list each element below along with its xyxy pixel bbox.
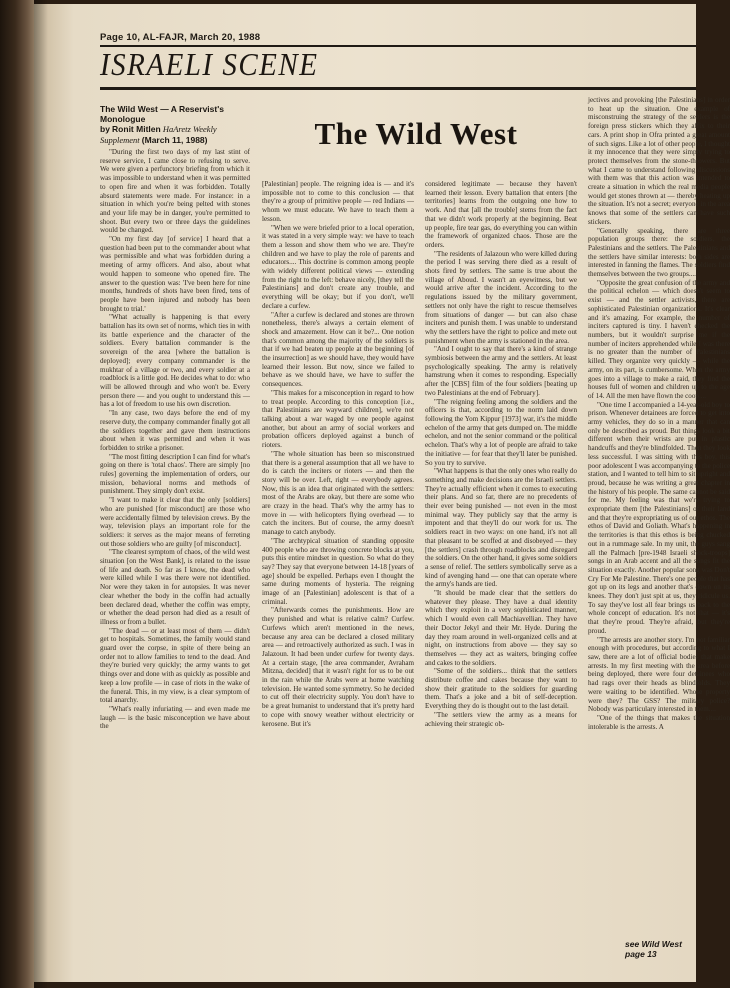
paragraph: "One of the things that makes the situation intolerable is the arrests. A xyxy=(588,713,730,731)
paragraph: "The arrests are another story. I'm not familiar enough with procedures, but according to what I saw, there are a lot of official bodies that make arrests. In my first meeting with the area before being deployed, there were four detainees who had rags over their heads as blindfolds. They were waiting to be identified. Whose property were they? The GSS? The military police? Nobody was particulary interested in them.... xyxy=(588,635,730,714)
column-2 xyxy=(262,180,414,938)
paragraph: "The most fitting description I can find for what's going on there is 'total chaos'. There are simply [no rules] governing the implementation of orders, our mission, behavioral norms and methods of punishment. They simply don't exist. xyxy=(100,452,250,496)
paragraph: jectives and provoking [the Palestinians] in order to heat up the situation. One example of misconstruing the strategy of the settlers is the foreign press stickers which they affix to their cars. A print shop in Ofra printed a great amount of such signs. Like a lot of other people, I thought it my innocence that they were simply trying to protect themselves from the stone-throwers. But what I came to understand following discussions with them was that this action was intended to create a situation in which the real media people would get stones thrown at — thereby heating up the situation. It's not a secret; everyone in the area knows that some of the settlers can have such stickers. xyxy=(588,96,730,226)
top-rule xyxy=(100,45,696,47)
source-date: (March 11, 1988) xyxy=(141,134,208,145)
spine-shadow xyxy=(34,0,48,988)
column-1 xyxy=(100,148,250,938)
paragraph: "Generally speaking, there are three population groups there: the soldiers, the Palestinians and the settlers. The Palestinians and the settlers have similar interests: both sides are interested in fanning the flames. The soldiers find themselves between the two groups.... xyxy=(588,226,730,279)
paragraph: "What actually is happening is that every battalion has its own set of norms, which ties in with its battle experience and the character of the soldiers. Every battalion commander is the sovereign of the area [where the battalion is deployed]; every company commander is the mukhtar of a village or two, and every soldier at a roadblock is a little god. He decides what to do: who will be allowed through and who won't be. Every person there — and you ought to understand this — has a lot of freedom to use his own discretion. xyxy=(100,313,250,409)
paragraph: "I want to make it clear that the only [soldiers] who are punished [for misconduct] are those who were accidentally filmed by television crews. By the way, television plays an important role for the soldiers: it serves as the major means of ferreting out those soldiers who are guilty [of misconduct]. xyxy=(100,496,250,548)
kicker xyxy=(100,104,250,145)
paragraph: "What happens is that the only ones who really do something and make decisions are the Israeli settlers. They're actually efficient when it comes to executing their plans. And so far, there are no precedents of their ever being punished — not even in the most minimal way. They publicly say that the army is impotent and that they'll do our work for us. The soldiers react in two ways: on one hand, it's not all that pleasant to be scoffed at and disobeyed — they [the settlers] crash through roadblocks and disregard the soldiers. On the other hand, it gives some soldiers a sense of relief. The settlers symbolically serve as a kind of avenging hand — one that can operate where the army's hands are tied. xyxy=(425,467,577,589)
paragraph: "The reigning feeling among the soldiers and the officers is that, according to the norm laid down following the Yom Kippur [1973] war, it's the middle echelon of the army that gets dumped on. The middle echelon, and not the senior command or the political echelon. That's why a lot of people are afraid to take the initiative — for fear that they'll later be punished. So you try to survive. xyxy=(425,397,577,467)
column-4 xyxy=(588,96,730,921)
book-binding xyxy=(0,0,34,988)
paragraph: "And I ought to say that there's a kind of strange symbiosis between the army and the settlers. At least psychologically speaking. The army is relatively hamstrung when it comes to responding. Especially after the [CBS] film of the four soldiers [beating up two Palestinians at the end of February]. xyxy=(425,345,577,397)
kicker-title: The Wild West — A Reservist's Monologue xyxy=(100,104,224,125)
paragraph: "The residents of Jalazoun who were killed during the period I was serving there died as a result of shots fired by settlers. The same is true about the village of Aboud. I wasn't an eyewitness, but we would arrive after the incident. According to the regulations issued by the military government, settlers not only have the right to rescue themselves from situations of danger — but can also chase inciters and punish them. I was unable to understand why the settlers have the right to police and mete out punishment when the army is stationed in the area. xyxy=(425,249,577,345)
section-rule xyxy=(100,87,696,90)
continuation-jump: see Wild West page 13 xyxy=(625,939,682,959)
paragraph: considered legitimate — because they haven't learned their lesson. Every battalion that enters [the territories] learns from the outgoing one how to work. And that [all the trouble] stems from the fact that we didn't work properly at the beginning. Beat up people, fire tear gas, do everything you can within the framework of organized chaos. Those are the orders. xyxy=(425,180,577,249)
paragraph: "The clearest symptom of chaos, of the wild west situation [on the West Bank], is related to the issue of life and death. So far as I know, the dead who were killed while I was there were not identified. Nor were they taken in for autopsies. It was never clear whether the body in the coffin had actually been declared dead, whether the coffin was empty, or whether the dead person had died as a result of illness or from a bullet. xyxy=(100,548,250,626)
paragraph: "In any case, two days before the end of my reserve duty, the company commander finally got all the soldiers together and gave them instructions about when it was permitted and when it was forbidden to strike a prisoner. xyxy=(100,409,250,452)
paragraph: "This makes for a misconception in regard to how to treat people. According to this conception [i.e., that Palestinians are wayward children], we're not talking about a war waged by one people against another, but about an army of social workers and probation officers deployed against a bunch of rioters. xyxy=(262,388,414,450)
source-publication: HaAretz Weekly Supplement xyxy=(100,124,217,145)
paragraph: "When we were briefed prior to a local operation, it was stated in a very simple way: we have to teach them a lesson and show them who we are. They're children and we have to play the role of parents and educators.... This doctrine is common among people with widely different political views — extending from the right to the left: behave nicely, [they tell the Palestinians] and don't create any trouble, and everything will be okay; but if you don't, we'll declare a curfew. xyxy=(262,223,414,310)
paragraph: "Some of the soldiers... think that the settlers distribute coffee and cakes because they want to show their gratitude to the soldiers for guarding them. That's a joke and a bit of self-deception. Everything they do is thought out to the last detail. xyxy=(425,667,577,711)
paragraph: "On my first day [of service] I heard that a question had been put to the commander about what was permissible and what was forbidden during a meeting of army officers. And also, about what would happen to someone who opened fire. The answer to the question was: 'I've been here for nine months, hundreds of shots have been fired, tens of people have been injured and nobody has been brought to trial.' xyxy=(100,235,250,313)
paragraph: "After a curfew is declared and stones are thrown nonetheless, there's always a certain element of shock and amazement. How can it be?... One notion that's common among the majority of the soldiers is that if we had beaten up people at the beginning [of the insurrection] as we should have, they would have learned their lesson. But now, since we failed to behave as we should have, we have to suffer the consequences. xyxy=(262,310,414,389)
paragraph: "During the first two days of my last stint of reserve service, I came close to refusing to serve. We were given a perfunctory briefing from which it was impossible to understand when it was permitted to open fire and when it was forbidden. Totally absurd statements were made. For instance: in a situation in which you're being pelted with stones and your life may be in danger, you're permitted to shoot. But every two or three days the guidelines would be changed. xyxy=(100,148,250,235)
author-name: Ronit Mitlen xyxy=(112,124,161,135)
paragraph: "Opposite the great confusion of the army and the political echelon — which doesn't seem to exist — and the settler activists, there are sophisticated Palestinian organizations. It's clear and it's amazing. For example, the number of inciters captured is tiny. I haven't checked the numbers, but it wouldn't surprise me if the number of inciters apprehended while I was there is no greater than the number of Palestinians killed. They organize very quickly — while the army, on its part, is cumbersome. When the army goes into a village to make a raid, they find the houses full of women and children up to the age of 14. All the men have flown the coop.... xyxy=(588,278,730,400)
newspaper-page xyxy=(34,4,730,982)
column-3 xyxy=(425,180,577,938)
paragraph: "Afterwards comes the punishments. How are they punished and what is relative calm? Curfew. Curfews which aren't mentioned in the news, because any area can be declared a closed military area — and retroactively authorized as such. I was in Jalazoun. It had been under curfew for twenty days. At a certain stage, [the area commander, Avraham Mitzna, decided] that it wasn't right for us to be out in the rain while the Arabs were at home watching television. He wanted some symmetry. So he decided to cut off their electricity supply. You don't have to be a great humanist to understand that it's pretty hard to cope with snowy weather without electricity or kerosene. But it's xyxy=(262,606,414,728)
paragraph: "The dead — or at least most of them — didn't get to hospitals. Sometimes, the family would stand guard over the corpse, in spite of there being an order not to allow families to tend to the dead. And they're buried very quickly; the army wants to get things over and done with as quickly as possible and keep a low profile — in case of riots in the wake of the funeral. This, in my view, is a clear symptom of total anarchy. xyxy=(100,626,250,705)
section-title: ISRAELI SCENE xyxy=(100,48,319,83)
paragraph: "The whole situation has been so misconstrued that there is a general assumption that all we have to do is catch the inciters or rioters — and then the story will be over. Left, right — everybody agrees. Now, this is an idea that originated with the settlers: most of the Arabs are okay, but there are some who are crazy in the head. That's why the army has to move in — with helicopters flying overhead — to catch the inciters. But of course, the army doesn't manage to catch anybody. xyxy=(262,449,414,537)
folio-line: Page 10, AL-FAJR, March 20, 1988 xyxy=(100,32,261,43)
paragraph: "What's really infuriating — and even made me laugh — is the basic misconception we have about the xyxy=(100,705,250,731)
byline-prefix: by xyxy=(100,124,110,135)
paragraph: "One time I accompanied a 14-year-old boy to prison. Whenever detainees are forced to get into army vehicles, they do so in a manner that can only be described as proud. But things look a bit different when their wrists are put in plastic handcuffs and they're blindfolded. Then they look less successful. I was sitting with this boy, this poor adolescent I was accompanying to the police station, and I wanted to tell him to sit upright and proud, because he was writing a great chapter in the history of his people. The same cannot be said for me. My feeling was that we're trying to expropriate them [the Palestinians] of their land and that they're expropriating us of our ethos. The ethos of David and Goliath. What's happening in the territories is that this ethos is being chucked out in a rummage sale. In my unit, the guys sang all the Palmach [pre-1948 Israeli shock-troops] songs in an Arab accent and all the songs fit the situation exactly. Another popular song was Don't Cry For Me Palestine. There's one people that has got up on its legs and another that's down on its knees. They don't just spit at us, they ridicule us. To say they've lost all fear brings us back to the whole concept of education. It's not that — it's that they're proud. They're afraid, but they're proud. xyxy=(588,400,730,635)
paragraph: [Palestinian] people. The reigning idea is — and it's impossible not to come to this conclusion — that they're a group of primitive people — red Indians — whom we must educate. We have to teach them a lesson. xyxy=(262,180,414,223)
paragraph: "The settlers view the army as a means for achieving their strategic ob- xyxy=(425,710,577,728)
headline: The Wild West xyxy=(314,116,518,151)
paragraph: "The archtypical situation of standing opposite 400 people who are throwing concrete blocks at you, puts this entire mindset in question. So what do they say? They say that everyone between 14-18 [years of age] should be expelled. Perhaps even I thought the same during moments of hysteria. The reigning image of an [Palestinian] adolescent is that of a criminal. xyxy=(262,536,414,606)
paragraph: "It should be made clear that the settlers do whatever they please. They have a dual identity which they exploit in a very sophisticated manner, which I would even call Machiavellian. They have their Doctor Jekyl and their Mr. Hyde. During the day they roam around in well-organized cells and at night, on instructions from above — they say so themselves — they act as waiters, bringing coffee and cakes to the soldiers. xyxy=(425,589,577,667)
